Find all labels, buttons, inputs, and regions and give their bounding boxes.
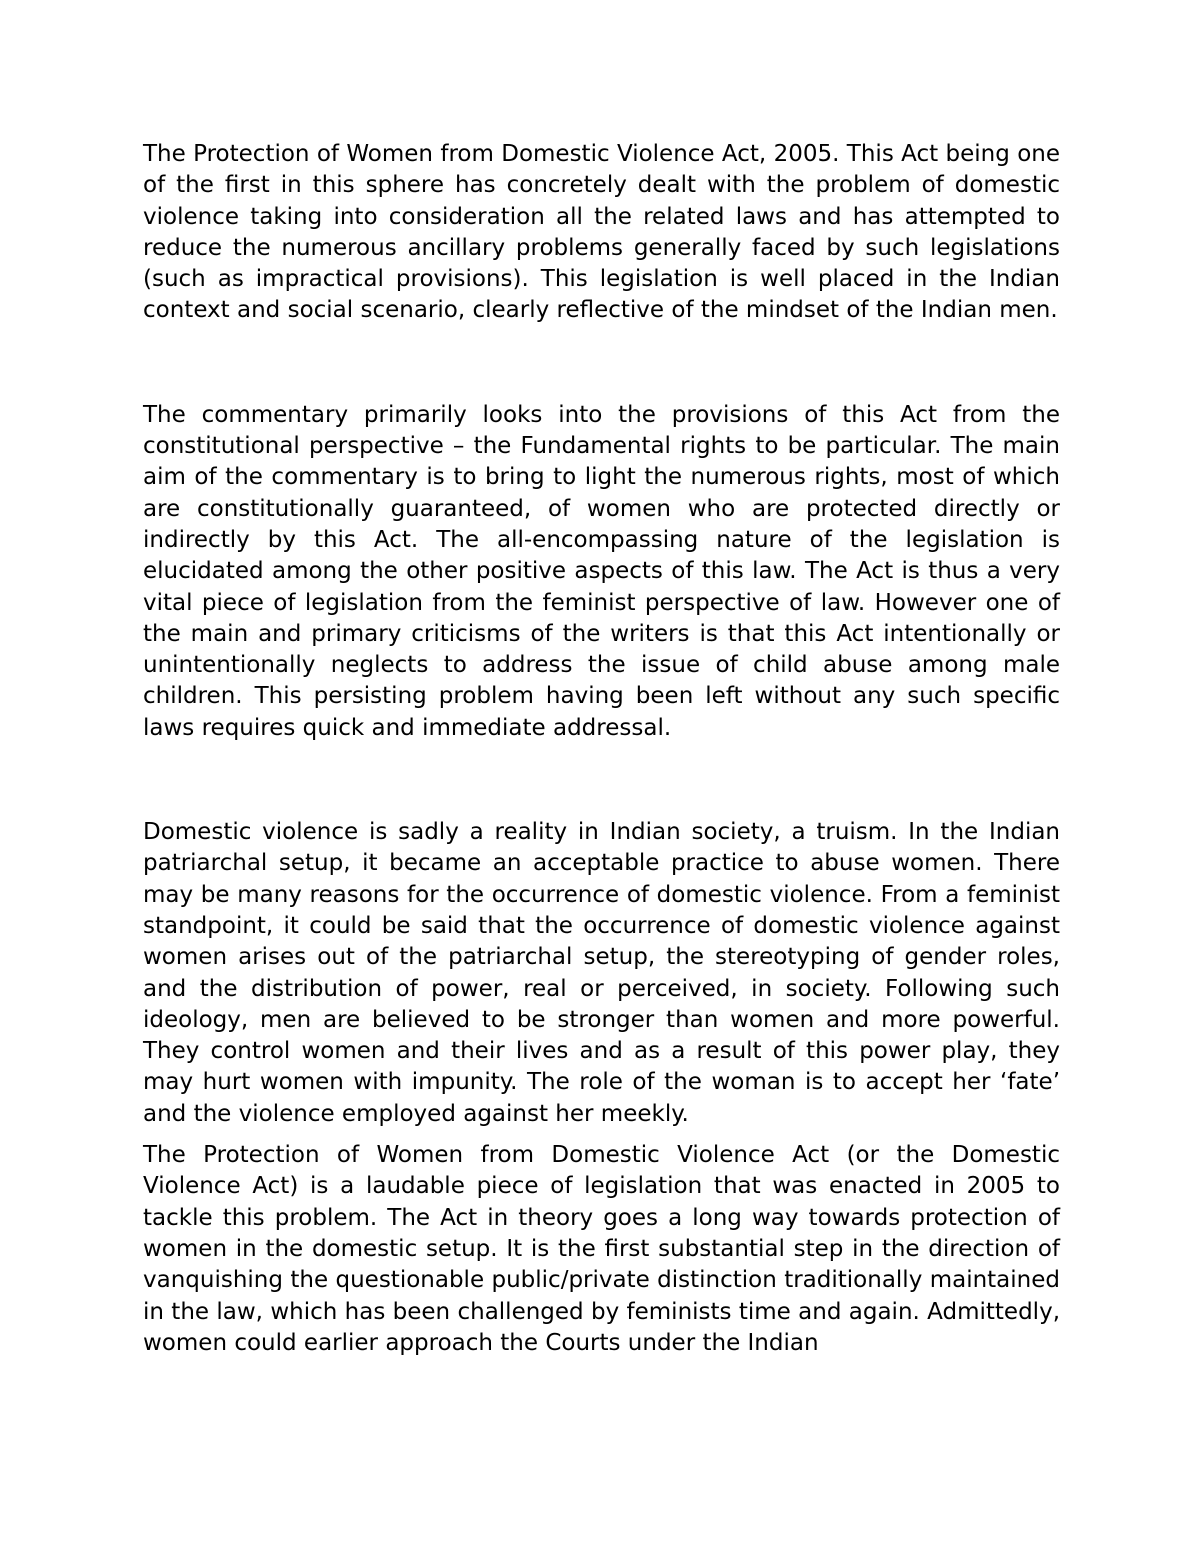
- paragraph-spacer: [143, 1130, 1060, 1140]
- paragraph-domestic-violence: Domestic violence is sadly a reality in Indian society, a truism. In the Indian patriarchal setup, it became an acceptable practice to abuse women. There may be many reasons for the occurrence of domestic violence. From a feminist standpoint, it could be said that the occurrence of domestic violence against women arises out of the patriarchal setup, the stereotyping of gender roles, and the distribution of power, real or perceived, in society. Following such ideology, men are believed to be stronger than women and more powerful. They control women and their lives and as a result of this power play, they may hurt women with impunity. The role of the woman is to accept her ‘fate’ and the violence employed against her meekly.: [143, 819, 1060, 1127]
- document-body: [143, 139, 1060, 1359]
- paragraph-act-laudable: The Protection of Women from Domestic Violence Act (or the Domestic Violence Act) is a laudable piece of legislation that was enacted in 2005 to tackle this problem. The Act in theory goes a long way towards protection of women in the domestic setup. It is the first substantial step in the direction of vanquishing the questionable public/private distinction traditionally maintained in the law, which has been challenged by feminists time and again. Admittedly, women could earlier approach the Courts under the Indian: [143, 1142, 1060, 1356]
- paragraph-act-intro: The Protection of Women from Domestic Violence Act, 2005. This Act being one of the first in this sphere has concretely dealt with the problem of domestic violence taking into consideration all the related laws and has attempted to reduce the numerous ancillary problems generally faced by such legislations (such as impractical provisions). This legislation is well placed in the Indian context and social scenario, clearly reflective of the mindset of the Indian men.: [143, 141, 1060, 324]
- paragraph-commentary: The commentary primarily looks into the provisions of this Act from the constitutional perspective – the Fundamental rights to be particular. The main aim of the commentary is to bring to light the numerous rights, most of which are constitutionally guaranteed, of women who are protected directly or indirectly by this Act. The all-encompassing nature of the legislation is elucidated among the other positive aspects of this law. The Act is thus a very vital piece of legislation from the feminist perspective of law. However one of the main and primary criticisms of the writers is that this Act intentionally or unintentionally neglects to address the issue of child abuse among male children. This persisting problem having been left without any such specific laws requires quick and immediate addressal.: [143, 401, 1060, 741]
- paragraph-spacer: [143, 744, 1060, 817]
- paragraph-spacer: [143, 327, 1060, 400]
